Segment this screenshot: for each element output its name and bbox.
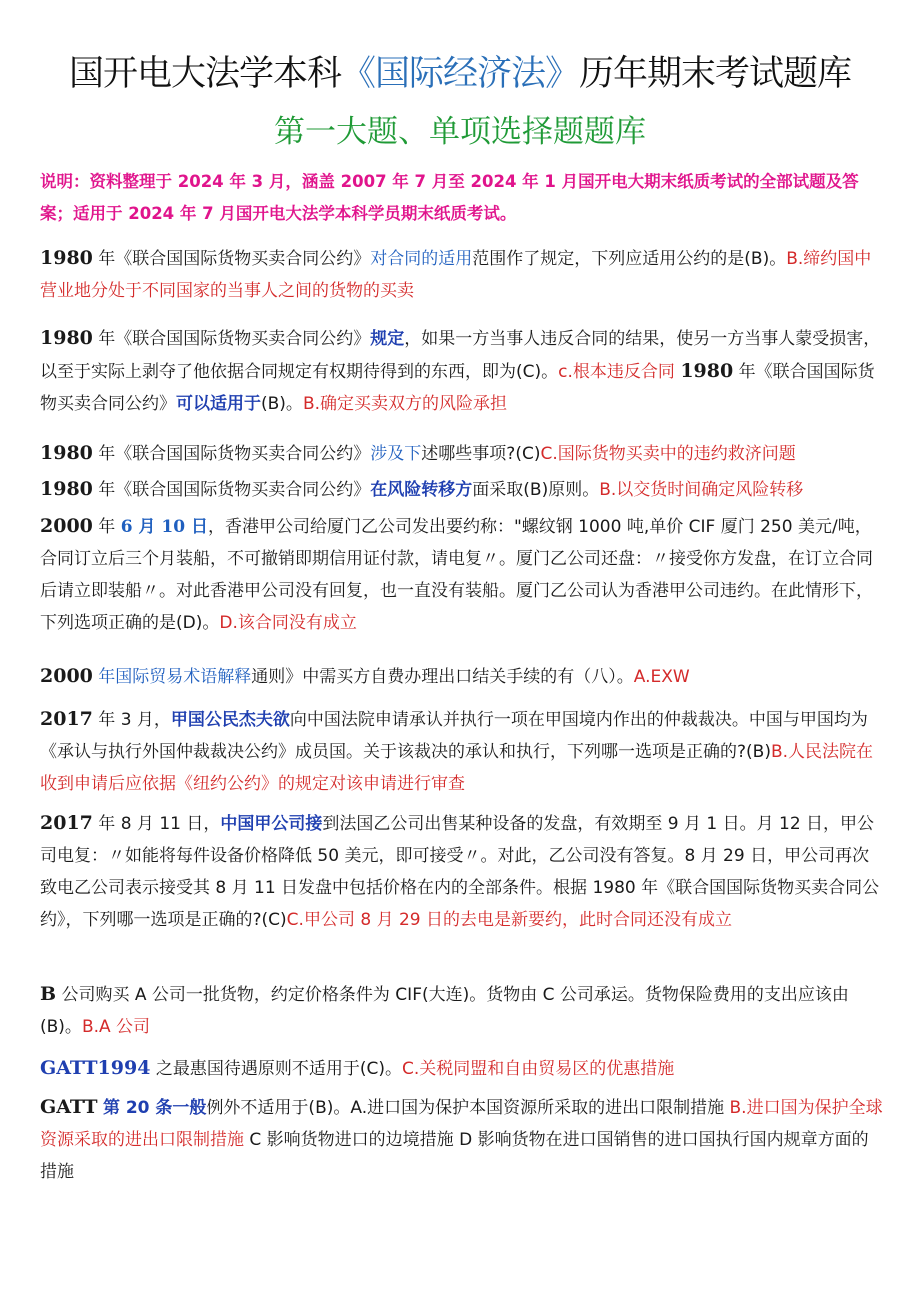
question-text: 面采取(B)原则。 [472, 480, 600, 500]
answer-text: B.确定买卖双方的风险承担 [302, 394, 508, 414]
question-lead: 2000 [40, 515, 93, 537]
answer-text: D.该合同没有成立 [219, 613, 357, 633]
question-highlight: 可以适用于 [176, 394, 261, 414]
question-highlight: 6 月 10 日 [120, 517, 208, 537]
page-title [0, 50, 920, 98]
question-text: 年《联合国国际货物买卖合同公约》 [92, 444, 371, 464]
answer-text: B.人民法院在收到申请后应依据《纽约公约》的规定对该申请进行审查 [40, 742, 874, 794]
question-highlight: 对合同的适用 [370, 249, 473, 269]
answer-text: c.根本违反合同 [558, 362, 675, 382]
question-lead: 2000 [40, 665, 93, 687]
question-item [40, 473, 885, 506]
answer-text: B.A 公司 [81, 1017, 151, 1037]
answer-text: C.关税同盟和自由贸易区的优惠措施 [401, 1059, 675, 1079]
question-text: 向中国法院申请承认并执行一项在甲国境内作出的仲裁裁决。中国与甲国均为《承认与执行外国仲裁裁决公约》成员国。关于该裁决的承认和执行，下列哪一选项是正确的?(B) [40, 710, 868, 762]
answer-text: B.以交货时间确定风险转移 [599, 480, 804, 500]
question-item [40, 242, 885, 307]
question-text: 年《联合国国际货物买卖合同公约》 [92, 480, 371, 500]
question-text: (B)。 [261, 394, 303, 414]
question-text: 到法国乙公司出售某种设备的发盘，有效期至 9 月 1 日。月 12 日，甲公司电复：〃如能将每件设备价格降低 50 美元，即可接受〃。对此，乙公司没有答复。8 月 29 日，甲公司再次致电乙公司表示接受其 8 月 11 日发盘中包括价格在内的全部条件。根据 1980 年《联合国国际货物买卖合同公约》，下列哪一选项是正确的?(C) [40, 814, 880, 930]
title-part-3: 历年期末考试题库 [579, 54, 852, 94]
question-text: 年《联合国国际货物买卖合同公约》 [40, 362, 875, 414]
question-lead: 1980 [680, 360, 734, 382]
question-highlight: 年国际贸易术语解释 [98, 667, 252, 687]
question-text: 年 3 月， [92, 710, 171, 730]
section-heading: 第一大题、单项选择题题库 [274, 114, 646, 150]
question-lead: 1980 [40, 478, 93, 500]
question-item [40, 510, 885, 639]
question-lead: 1980 [40, 247, 93, 269]
answer-text: C.甲公司 8 月 29 日的去电是新要约，此时合同还没有成立 [286, 910, 733, 930]
question-item [40, 1091, 885, 1188]
question-lead: 1980 [40, 327, 93, 349]
question-text: C 影响货物进口的边境措施 D 影响货物在进口国销售的进口国执行国内规章方面的措施 [40, 1130, 869, 1182]
question-item [40, 807, 885, 936]
question-lead: 1980 [40, 442, 93, 464]
question-lead: 2017 [40, 812, 93, 834]
question-item [40, 322, 885, 420]
question-text: ，如果一方当事人违反合同的结果，使另一方当事人蒙受损害，以至于实际上剥夺了他依据合同规定有权期待得到的东西，即为(C)。 [40, 329, 881, 382]
question-text: ，香港甲公司给厦门乙公司发出要约称："螺纹钢 1000 吨,单价 CIF 厦门 250 美元/吨，合同订立后三个月装船，不可撤销即期信用证付款，请电复〃。厦门乙公司还盘：〃接受你方发盘，在订立合同后请立即装船〃。对此香港甲公司没有回复，也一直没有装船。厦门乙公司认为香港甲公司违约。在此情形下，下列选项正确的是(D)。 [40, 517, 873, 633]
question-text: 范围作了规定，下列应适用公约的是(B)。 [472, 249, 787, 269]
question-highlight: 在风险转移方 [370, 480, 473, 500]
question-item [40, 437, 885, 470]
question-text: 通则》中需买方自费办理出口结关手续的有（八）。 [251, 667, 634, 687]
question-text: 例外不适用于(B)。A.进口国为保护本国资源所采取的进出口限制措施 [206, 1098, 730, 1118]
answer-text: A.EXW [633, 667, 690, 687]
question-text: 年 [92, 517, 121, 537]
question-item [40, 978, 885, 1043]
question-item [40, 703, 885, 800]
title-part-2: 《国际经济法》 [340, 54, 579, 94]
question-text: 述哪些事项?(C) [421, 444, 541, 464]
question-item [40, 1052, 885, 1085]
document-note: 说明：资料整理于 2024 年 3 月，涵盖 2007 年 7 月至 2024 年 1 月国开电大期末纸质考试的全部试题及答案；适用于 2024 年 7 月国开电大法学本科学员期末纸质考试。 [40, 172, 859, 223]
question-text: 公司购买 A 公司一批货物，约定价格条件为 CIF(大连)。货物由 C 公司承运。货物保险费用的支出应该由(B)。 [40, 985, 849, 1037]
question-highlight: 甲国公民杰夫欲 [170, 710, 290, 730]
question-text: 年《联合国国际货物买卖合同公约》 [92, 329, 371, 349]
answer-text: B.缔约国中营业地分处于不同国家的当事人之间的货物的买卖 [40, 249, 872, 301]
question-text: 年 8 月 11 日， [92, 814, 221, 834]
question-text: 之最惠国待遇原则不适用于(C)。 [150, 1059, 402, 1079]
question-lead: GATT1994 [40, 1057, 151, 1079]
question-item [40, 660, 885, 693]
question-lead: GATT [40, 1096, 98, 1118]
question-lead: B [40, 983, 57, 1005]
question-highlight: 涉及下 [370, 444, 422, 464]
answer-text: B.进口国为保护全球资源采取的进出口限制措施 [40, 1098, 883, 1150]
question-text: 年《联合国国际货物买卖合同公约》 [92, 249, 371, 269]
question-highlight: 中国甲公司接 [220, 814, 323, 834]
answer-text: C.国际货物买卖中的违约救济问题 [540, 444, 796, 464]
question-highlight: 规定 [370, 329, 405, 349]
title-part-1: 国开电大法学本科 [68, 54, 341, 94]
question-lead: 2017 [40, 708, 93, 730]
question-highlight: 第 20 条一般 [102, 1098, 207, 1118]
